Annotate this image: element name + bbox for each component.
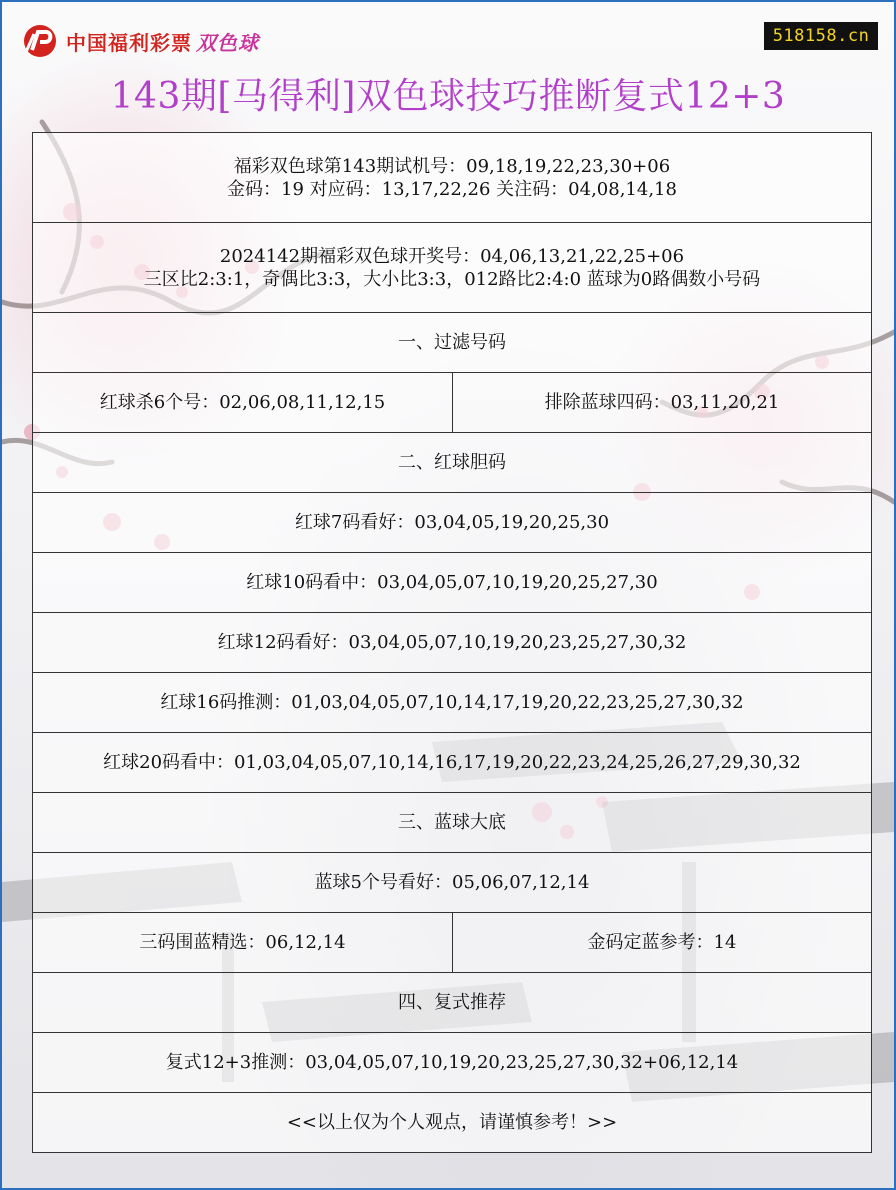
table-row (33, 1093, 872, 1153)
red7-cell: 红球7码看好：03,04,05,19,20,25,30 (33, 493, 872, 553)
table-row (33, 493, 872, 553)
previous-draw-cell (33, 223, 872, 313)
welfare-lottery-emblem-icon (18, 22, 62, 60)
table-row (33, 973, 872, 1033)
blue-gold-cell: 金码定蓝参考：14 (453, 913, 872, 973)
prediction-table (32, 132, 872, 1153)
red12-cell: 红球12码看好：03,04,05,07,10,19,20,23,25,27,30,32 (33, 613, 872, 673)
red20-cell: 红球20码看中：01,03,04,05,07,10,14,16,17,19,20,22,23,24,25,26,27,29,30,32 (33, 733, 872, 793)
logo-text: 中国福利彩票 (66, 30, 192, 55)
table-row (33, 133, 872, 223)
section-title-blue-base: 三、蓝球大底 (33, 793, 872, 853)
table-row (33, 793, 872, 853)
red10-cell: 红球10码看中：03,04,05,07,10,19,20,25,27,30 (33, 553, 872, 613)
test-numbers-line: 福彩双色球第143期试机号：09,18,19,22,23,30+06 (233, 155, 671, 177)
gold-code-line: 金码：19 对应码：13,17,22,26 关注码：04,08,14,18 (227, 178, 677, 200)
site-url-badge[interactable]: 518158.cn (764, 22, 878, 50)
table-row (33, 733, 872, 793)
table-row (33, 223, 872, 313)
table-row (33, 433, 872, 493)
blue-exclude-cell: 排除蓝球四码：03,11,20,21 (453, 373, 872, 433)
table-row (33, 553, 872, 613)
compound-cell: 复式12+3推测：03,04,05,07,10,19,20,23,25,27,30,32+06,12,14 (33, 1033, 872, 1093)
previous-draw-line: 2024142期福彩双色球开奖号：04,06,13,21,22,25+06 (219, 245, 685, 267)
logo-text-ssq: 双色球 (196, 30, 259, 55)
blue5-cell: 蓝球5个号看好：05,06,07,12,14 (33, 853, 872, 913)
section-title-filter: 一、过滤号码 (33, 313, 872, 373)
table-row (33, 613, 872, 673)
table-row (33, 853, 872, 913)
page-title: 143期[马得利]双色球技巧推断复式12+3 (110, 76, 786, 117)
blue3-cell: 三码围蓝精选：06,12,14 (33, 913, 453, 973)
table-row (33, 373, 872, 433)
red-kill-cell: 红球杀6个号：02,06,08,11,12,15 (33, 373, 453, 433)
welfare-lottery-logo (18, 22, 259, 60)
table-row (33, 673, 872, 733)
section-title-red-core: 二、红球胆码 (33, 433, 872, 493)
table-row (33, 313, 872, 373)
section-title-compound: 四、复式推荐 (33, 973, 872, 1033)
test-numbers-cell (33, 133, 872, 223)
red16-cell: 红球16码推测：01,03,04,05,07,10,14,17,19,20,22,23,25,27,30,32 (33, 673, 872, 733)
table-row (33, 1033, 872, 1093)
previous-draw-stats-line: 三区比2:3:1，奇偶比3:3，大小比3:3，012路比2:4:0 蓝球为0路偶数小号码 (143, 268, 761, 290)
table-row (33, 913, 872, 973)
disclaimer-cell: <<以上仅为个人观点，请谨慎参考！>> (33, 1093, 872, 1153)
